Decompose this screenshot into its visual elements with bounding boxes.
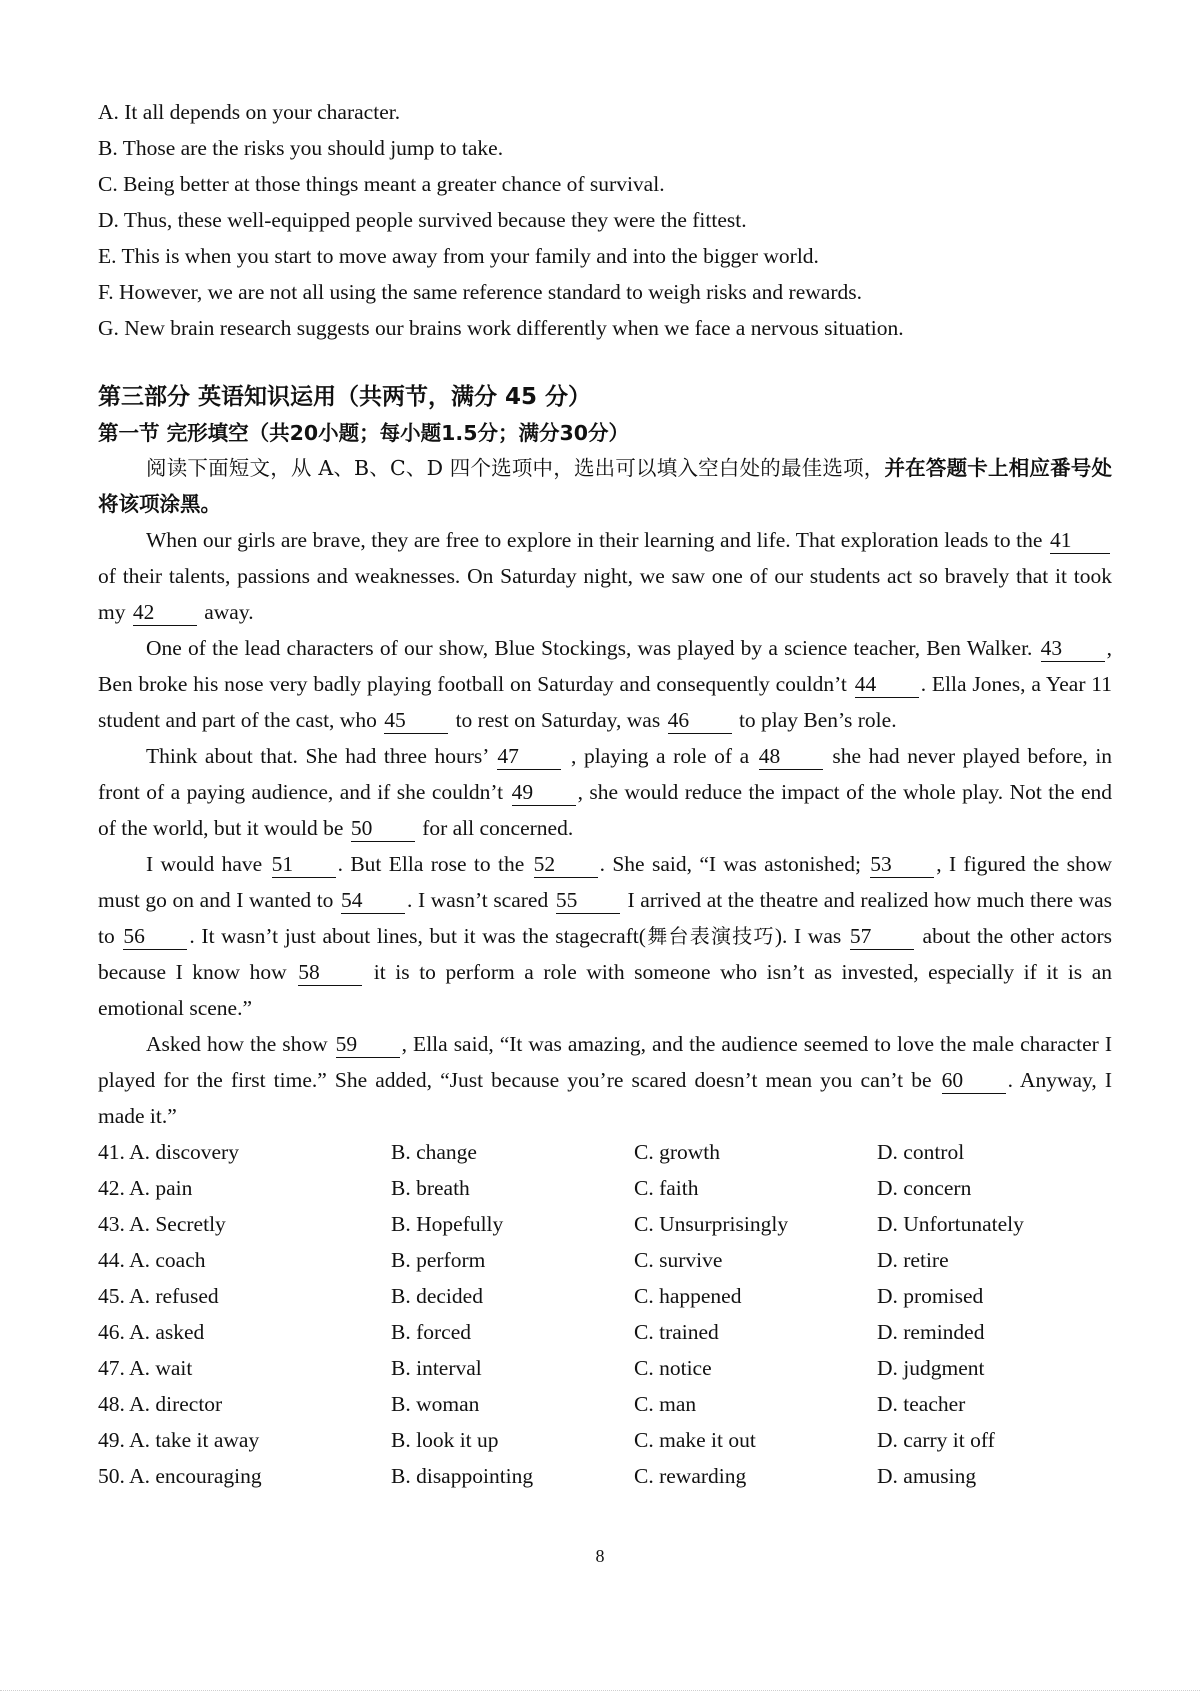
paragraph-4 (98, 846, 1112, 1026)
choice-c: C. notice (634, 1356, 712, 1380)
question-row (98, 1170, 1112, 1206)
choice-b: B. Hopefully (391, 1212, 504, 1236)
section-title: 第三部分 英语知识运用（共两节，满分 45 分） (98, 384, 592, 410)
instructions-text: 阅读下面短文，从 A、B、C、D 四个选项中，选出可以填入空白处的最佳选项， (146, 456, 885, 480)
passage-text: Think about that. She had three hours’ (146, 744, 488, 768)
choice-a-text: A. take it away (129, 1428, 260, 1452)
question-row (98, 1350, 1112, 1386)
passage-text: . But Ella rose to the (337, 852, 525, 876)
paragraph-5 (98, 1026, 1112, 1134)
choice-a (98, 1170, 391, 1206)
question-number: 50. (98, 1464, 125, 1488)
passage-text: . Ella Jones, a Year 11 student and part of the cast, who (98, 672, 1113, 732)
choice-b: B. forced (391, 1320, 471, 1344)
option-g: G. New brain research suggests our brains work differently when we face a nervous situation. (98, 316, 904, 340)
blank-46: 46 (668, 707, 732, 734)
blank-58: 58 (298, 959, 362, 986)
option-b: B. Those are the risks you should jump to take. (98, 136, 504, 160)
choice-d: D. concern (877, 1176, 972, 1200)
choice-b: B. look it up (391, 1428, 499, 1452)
choice-a-text: A. Secretly (129, 1212, 226, 1236)
passage-text: . I wasn’t scared (407, 888, 549, 912)
blank-51: 51 (272, 851, 336, 878)
blank-53: 53 (870, 851, 934, 878)
choice-c: C. make it out (634, 1428, 756, 1452)
passage-text: for all concerned. (422, 816, 574, 840)
choice-a (98, 1422, 391, 1458)
blank-56: 56 (123, 923, 187, 950)
blank-47: 47 (497, 743, 561, 770)
passage-text: One of the lead characters of our show, Blue Stockings, was played by a science teacher, Ben Walker. (146, 636, 1033, 660)
choice-c: C. trained (634, 1320, 719, 1344)
paragraph-3 (98, 738, 1112, 846)
choice-d: D. teacher (877, 1392, 966, 1416)
blank-45: 45 (384, 707, 448, 734)
choice-c: C. survive (634, 1248, 723, 1272)
choice-d: D. retire (877, 1248, 949, 1272)
choice-a (98, 1242, 391, 1278)
choice-a-text: A. encouraging (129, 1464, 262, 1488)
question-row (98, 1422, 1112, 1458)
exam-page (98, 94, 1112, 1494)
option-a: A. It all depends on your character. (98, 100, 401, 124)
choice-c: C. rewarding (634, 1464, 747, 1488)
choice-b: B. woman (391, 1392, 480, 1416)
choice-a (98, 1278, 391, 1314)
chinese-gloss: 舞台表演技巧 (645, 924, 775, 948)
question-row (98, 1458, 1112, 1494)
passage-text: of their talents, passions and weaknesses. On Saturday night, we saw one of our students act so bravely that it took my (98, 564, 1112, 624)
blank-49: 49 (512, 779, 576, 806)
passage-text: . Anyway, I made it.” (98, 1068, 1112, 1128)
question-number: 41. (98, 1140, 125, 1164)
option-c: C. Being better at those things meant a greater chance of survival. (98, 172, 665, 196)
choice-b: B. disappointing (391, 1464, 534, 1488)
choice-a-text: A. director (129, 1392, 223, 1416)
question-row (98, 1206, 1112, 1242)
choice-d: D. amusing (877, 1464, 977, 1488)
option-d: D. Thus, these well-equipped people survived because they were the fittest. (98, 208, 747, 232)
blank-42: 42 (133, 599, 197, 626)
passage-text: , I figured the show must go on and I wanted to (98, 852, 1112, 912)
passage-text: , she would reduce the impact of the whole play. Not the end of the world, but it would be (98, 780, 1113, 840)
question-row (98, 1386, 1112, 1422)
choice-b: B. breath (391, 1176, 470, 1200)
choice-d: D. control (877, 1140, 965, 1164)
question-number: 44. (98, 1248, 125, 1272)
choice-a-text: A. wait (129, 1356, 193, 1380)
passage-text: When our girls are brave, they are free to explore in their learning and life. That exploration leads to the (146, 528, 1043, 552)
question-row (98, 1314, 1112, 1350)
blank-55: 55 (556, 887, 620, 914)
question-number: 42. (98, 1176, 125, 1200)
choice-a-text: A. refused (129, 1284, 219, 1308)
passage-text: , Ella said, “It was amazing, and the audience seemed to love the male character I played for the first time.” She added, “Just because you’re scared doesn’t mean you can’t be (98, 1032, 1113, 1092)
blank-60: 60 (942, 1067, 1006, 1094)
passage-text: to play Ben’s role. (738, 708, 897, 732)
choice-a (98, 1386, 391, 1422)
choice-d: D. promised (877, 1284, 984, 1308)
choice-a (98, 1206, 391, 1242)
question-row (98, 1134, 1112, 1170)
question-number: 47. (98, 1356, 125, 1380)
blank-57: 57 (850, 923, 914, 950)
blank-48: 48 (759, 743, 823, 770)
footer-divider (0, 1690, 1200, 1691)
passage-text: , Ben broke his nose very badly playing football on Saturday and consequently couldn’t (98, 636, 1112, 696)
passage-text: about the other actors because I know how (98, 924, 1113, 984)
question-number: 45. (98, 1284, 125, 1308)
question-number: 48. (98, 1392, 125, 1416)
page-number: 8 (595, 1546, 605, 1566)
passage-text: . It wasn’t just about lines, but it was the stagecraft( (189, 924, 646, 948)
choice-a-text: A. asked (129, 1320, 205, 1344)
choice-c: C. faith (634, 1176, 699, 1200)
choice-a-text: A. discovery (129, 1140, 239, 1164)
blank-41: 41 (1050, 527, 1110, 554)
choice-d: D. judgment (877, 1356, 985, 1380)
passage-text: away. (204, 600, 254, 624)
question-number: 43. (98, 1212, 125, 1236)
choice-b: B. decided (391, 1284, 483, 1308)
choice-a (98, 1458, 391, 1494)
question-row (98, 1278, 1112, 1314)
passage-text: she had never played before, in front of a paying audience, and if she couldn’t (98, 744, 1113, 804)
passage-text: it is to perform a role with someone who isn’t as invested, especially if it is an emotional scene.” (98, 960, 1113, 1020)
blank-54: 54 (341, 887, 405, 914)
choice-c: C. happened (634, 1284, 742, 1308)
option-e: E. This is when you start to move away from your family and into the bigger world. (98, 244, 819, 268)
passage-text: to rest on Saturday, was (455, 708, 661, 732)
choice-a (98, 1350, 391, 1386)
passage-text: . She said, “I was astonished; (599, 852, 861, 876)
sentence-options (98, 94, 1112, 346)
choice-a (98, 1134, 391, 1170)
choice-c: C. man (634, 1392, 697, 1416)
passage-text: , playing a role of a (571, 744, 750, 768)
passage-text: Asked how the show (146, 1032, 328, 1056)
choice-b: B. change (391, 1140, 477, 1164)
choice-b: B. interval (391, 1356, 482, 1380)
passage-text: I would have (146, 852, 263, 876)
choice-b: B. perform (391, 1248, 486, 1272)
question-row (98, 1242, 1112, 1278)
choice-d: D. Unfortunately (877, 1212, 1024, 1236)
blank-50: 50 (351, 815, 415, 842)
choice-c: C. growth (634, 1140, 720, 1164)
choice-a (98, 1314, 391, 1350)
blank-59: 59 (336, 1031, 400, 1058)
passage-text: ). I was (774, 924, 842, 948)
choice-d: D. carry it off (877, 1428, 995, 1452)
question-number: 46. (98, 1320, 125, 1344)
answer-choices (98, 1134, 1112, 1494)
blank-43: 43 (1041, 635, 1105, 662)
passage-text: I arrived at the theatre and realized how much there was to (98, 888, 1113, 948)
question-number: 49. (98, 1428, 125, 1452)
blank-44: 44 (855, 671, 919, 698)
option-f: F. However, we are not all using the same reference standard to weigh risks and rewards. (98, 280, 862, 304)
instructions-bold-text: 并在答题卡上相应番号处将该项涂黑。 (98, 456, 1112, 516)
choice-c: C. Unsurprisingly (634, 1212, 789, 1236)
choice-d: D. reminded (877, 1320, 985, 1344)
blank-52: 52 (534, 851, 598, 878)
paragraph-2 (98, 630, 1112, 738)
instructions (98, 450, 1112, 522)
choice-a-text: A. coach (129, 1248, 206, 1272)
choice-a-text: A. pain (129, 1176, 193, 1200)
paragraph-1 (98, 522, 1112, 630)
subsection-title: 第一节 完形填空（共20小题；每小题1.5分；满分30分） (98, 421, 630, 445)
